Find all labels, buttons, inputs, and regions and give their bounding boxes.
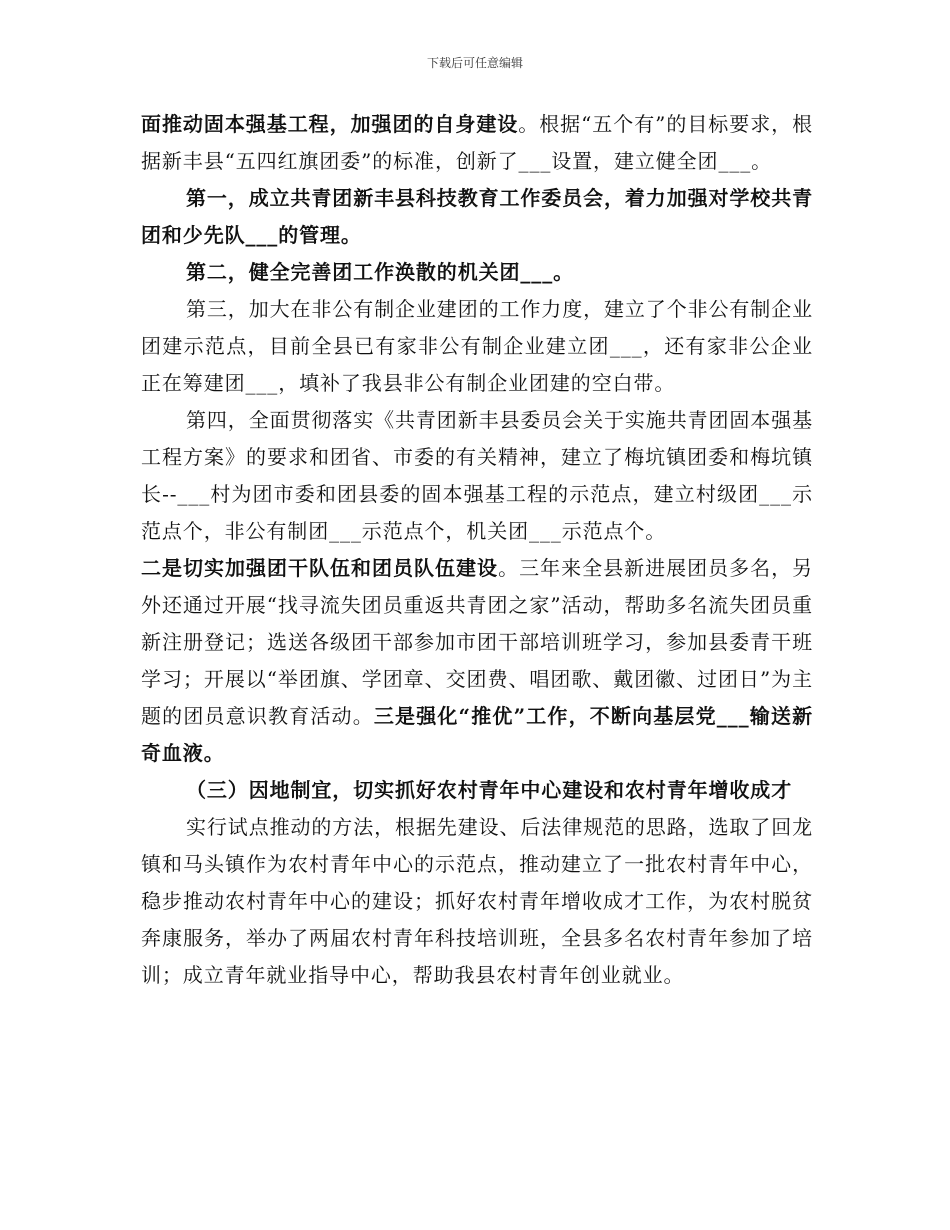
page-header-note: 下载后可任意编辑: [426, 56, 523, 70]
paragraph-2: 第一，成立共青团新丰县科技教育工作委员会，着力加强对学校共青团和少先队___的管理。: [141, 186, 813, 247]
paragraph-8: 实行试点推动的方法，根据先建设、后法律规范的思路，选取了回龙镇和马头镇作为农村青年中心的示范点，推动建立了一批农村青年中心，稳步推动农村青年中心的建设；抓好农村青年增收成才工作，为农村脱贫奔康服务，举办了两届农村青年科技培训班，全县多名农村青年参加了培训；成立青年就业指导中心，帮助我县农村青年创业就业。: [141, 815, 813, 987]
section-heading-3: （三）因地制宜，切实抓好农村青年中心建设和农村青年增收成才: [186, 778, 793, 802]
paragraph-5: 第四，全面贯彻落实《共青团新丰县委员会关于实施共青团固本强基工程方案》的要求和团省、市委的有关精神，建立了梅坑镇团委和梅坑镇长--___村为团市委和团县委的固本强基工程的示范点，建立村级团___示范点个，非公有制团___示范点个，机关团___示范点个。: [141, 408, 813, 543]
paragraph-4: 第三，加大在非公有制企业建团的工作力度，建立了个非公有制企业团建示范点，目前全县已有家非公有制企业建立团___，还有家非公企业正在筹建团___，填补了我县非公有制企业团建的空白带。: [141, 297, 813, 395]
paragraph-6-bold-tail: 三是强化“推优”工作，不断向基层党___输送新奇血液。: [141, 704, 813, 765]
paragraph-6-text: 。三年来全县新进展团员多名，另外还通过开展“找寻流失团员重返共青团之家”活动，帮助多名流失团员重新注册登记；选送各级团干部参加市团干部培训班学习，参加县委青干班学习；开展以“举团旗、学团章、交团费、唱团歌、戴团徽、过团日”为主题的团员意识教育活动。: [141, 556, 814, 728]
paragraph-1: [141, 106, 813, 180]
paragraph-6-bold: 二是切实加强团干队伍和团员队伍建设: [141, 556, 499, 580]
paragraph-1-bold: 面推动固本强基工程，加强团的自身建设: [141, 112, 519, 136]
document-body: [141, 106, 813, 994]
paragraph-3: 第二，健全完善团工作涣散的机关团___。: [186, 260, 574, 284]
paragraph-6: [141, 550, 813, 772]
paragraph-1-text: 。根据“五个有”的目标要求，根据新丰县“五四红旗团委”的标准，创新了___设置，建立健全团___。: [141, 112, 814, 173]
